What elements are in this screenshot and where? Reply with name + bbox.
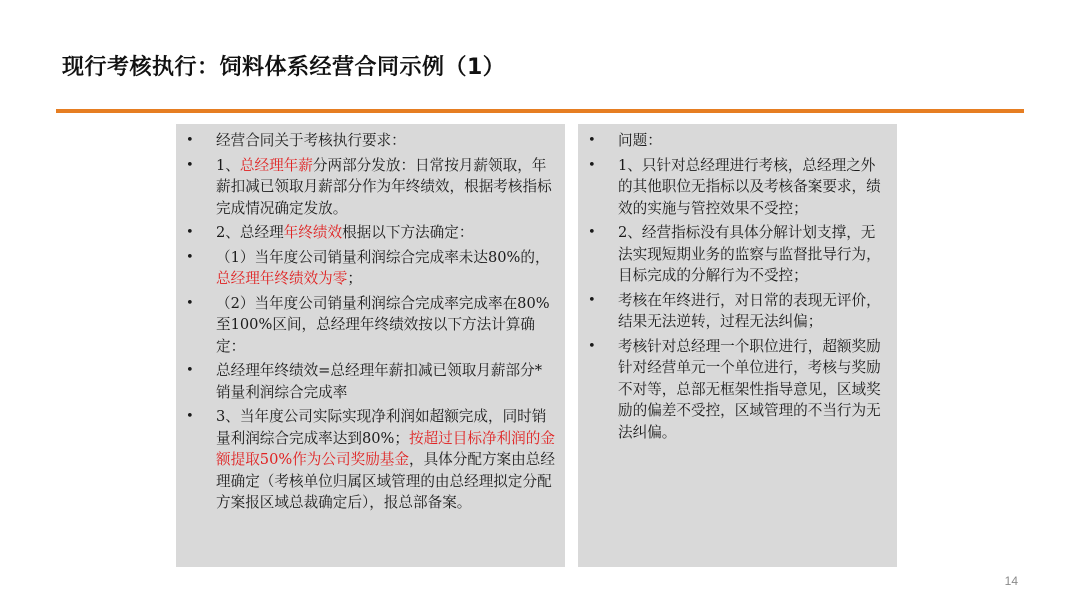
bullet-icon: • <box>186 363 194 378</box>
highlighted-text: 总经理年终绩效为零 <box>216 270 348 287</box>
requirements-list <box>184 130 555 514</box>
list-item <box>184 247 555 290</box>
highlighted-text: 总经理年薪 <box>239 156 313 174</box>
item-text: ； <box>347 270 362 287</box>
item-text: 3、当年度公司实际实现净利润如超额完成，同时销量利润综合完成率达到80%； <box>216 408 547 447</box>
list-item <box>184 293 555 358</box>
bullet-icon: • <box>186 133 194 148</box>
highlighted-text: 年终绩效 <box>283 224 343 241</box>
item-text: 2、总经理 <box>216 224 284 241</box>
item-text: 考核在年终进行，对日常的表现无评价，结果无法逆转，过程无法纠偏； <box>618 291 881 330</box>
bullet-icon: • <box>588 292 596 308</box>
item-text: 1、 <box>216 156 240 174</box>
item-text: （2）当年度公司销量利润综合完成率完成率在80%至100%区间，总经理年终绩效按以下方法计算确定： <box>216 294 550 355</box>
item-text: ，具体分配方案由总经理确定（考核单位归属区域管理的由总经理拟定分配方案报区域总裁确定后），报总部备案。 <box>216 451 555 511</box>
highlighted-text: 按超过目标净利润的金额提取50%作为公司奖励基金 <box>216 429 555 468</box>
bullet-icon: • <box>186 409 194 424</box>
list-item <box>184 406 555 514</box>
list-item <box>586 130 887 152</box>
bullet-icon: • <box>186 157 194 173</box>
item-text: 分两部分发放：日常按月薪领取，年薪扣减已领取月薪部分作为年终绩效，根据考核指标完成情况确定发放。 <box>216 156 552 217</box>
title-divider <box>56 109 1024 113</box>
problems-panel <box>578 124 897 567</box>
item-text: （1）当年度公司销量利润综合完成率未达80%的， <box>216 248 550 266</box>
item-text: 经营合同关于考核执行要求： <box>216 132 406 149</box>
page-number: 14 <box>1004 574 1018 588</box>
item-text: 2、经营指标没有具体分解计划支撑，无法实现短期业务的监察与监督批导行为，目标完成的分解行为不受控； <box>618 224 881 284</box>
bullet-icon: • <box>186 249 194 265</box>
list-item <box>184 155 555 220</box>
list-item <box>586 222 887 287</box>
item-text: 问题： <box>618 132 662 149</box>
item-text: 根据以下方法确定： <box>342 224 474 241</box>
list-item <box>586 336 887 444</box>
problems-list <box>586 130 887 443</box>
list-item <box>184 130 555 152</box>
list-item <box>586 155 887 220</box>
bullet-icon: • <box>186 295 194 311</box>
list-item <box>184 360 555 403</box>
item-text: 总经理年终绩效=总经理年薪扣减已领取月薪部分*销量利润综合完成率 <box>216 362 542 401</box>
item-text: 1、只针对总经理进行考核，总经理之外的其他职位无指标以及考核备案要求，绩效的实施与管控效果不受控； <box>618 156 881 217</box>
list-item <box>586 290 887 333</box>
bullet-icon: • <box>588 133 596 148</box>
bullet-icon: • <box>588 225 596 240</box>
bullet-icon: • <box>588 157 596 173</box>
slide-title: 现行考核执行：饲料体系经营合同示例（1） <box>62 55 506 80</box>
bullet-icon: • <box>186 225 194 240</box>
item-text: 考核针对总经理一个职位进行，超额奖励针对经营单元一个单位进行，考核与奖励不对等，总部无框架性指导意见，区域奖励的偏差不受控，区域管理的不当行为无法纠偏。 <box>618 337 881 441</box>
bullet-icon: • <box>588 338 596 354</box>
contract-requirements-panel <box>176 124 565 567</box>
list-item <box>184 222 555 244</box>
